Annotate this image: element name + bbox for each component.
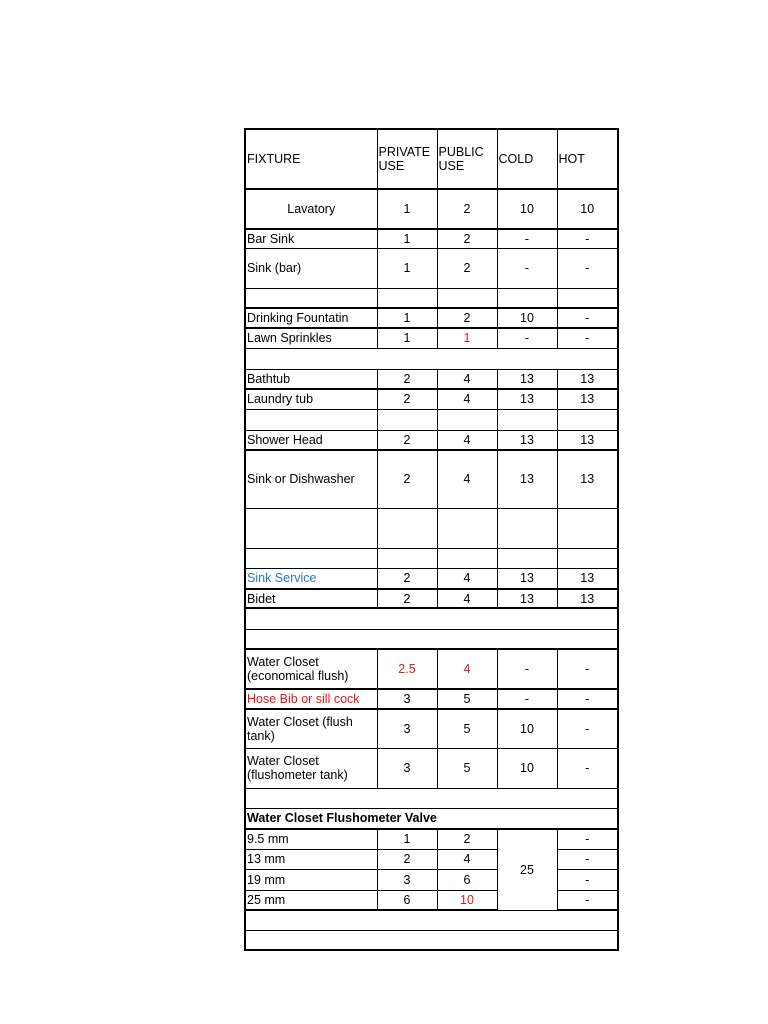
empty-row (245, 788, 618, 808)
table-row (245, 308, 618, 328)
table-row (245, 689, 618, 709)
hot-value: - (557, 328, 618, 348)
table-row (245, 849, 618, 869)
public-use-value: 4 (437, 649, 497, 689)
table-row (245, 709, 618, 748)
shared-cold-value: 25 (497, 829, 557, 910)
private-use-value: 1 (377, 308, 437, 328)
hot-value: - (557, 748, 618, 788)
hot-value: 13 (557, 430, 618, 450)
fixture-name: Bar Sink (245, 229, 377, 248)
empty-row (245, 930, 618, 950)
private-use-value: 3 (377, 748, 437, 788)
table-row (245, 869, 618, 890)
table-row (245, 369, 618, 389)
private-use-value: 2 (377, 589, 437, 608)
public-use-value: 4 (437, 389, 497, 409)
private-use-value: 1 (377, 189, 437, 229)
cold-value: 10 (497, 709, 557, 748)
public-use-value: 4 (437, 450, 497, 508)
public-use-value: 4 (437, 369, 497, 389)
private-use-value: 1 (377, 829, 437, 849)
hot-value: - (557, 869, 618, 890)
cold-value: 13 (497, 589, 557, 608)
public-use-value: 2 (437, 229, 497, 248)
cold-value: 10 (497, 748, 557, 788)
cold-value: 13 (497, 369, 557, 389)
empty-row (245, 548, 618, 568)
private-use-value: 6 (377, 890, 437, 910)
hot-value: - (557, 890, 618, 910)
table-row (245, 328, 618, 348)
hot-value: - (557, 709, 618, 748)
table-row (245, 829, 618, 849)
cold-value: - (497, 248, 557, 288)
private-use-value: 2 (377, 430, 437, 450)
fixture-name: Lawn Sprinkles (245, 328, 377, 348)
cold-value: - (497, 649, 557, 689)
table-row (245, 649, 618, 689)
private-use-value: 1 (377, 328, 437, 348)
public-use-value: 2 (437, 189, 497, 229)
hot-value: 13 (557, 389, 618, 409)
table-row (245, 589, 618, 608)
cold-value: - (497, 689, 557, 709)
table-row (245, 430, 618, 450)
public-use-value: 5 (437, 748, 497, 788)
empty-row (245, 629, 618, 649)
table-row (245, 229, 618, 248)
private-use-value: 1 (377, 248, 437, 288)
table-row (245, 568, 618, 589)
public-use-value: 2 (437, 829, 497, 849)
public-use-value: 5 (437, 709, 497, 748)
fixture-name: Drinking Fountatin (245, 308, 377, 328)
header-public-use: PUBLIC USE (437, 129, 497, 189)
valve-size: 13 mm (245, 849, 377, 869)
fixture-name: Sink Service (245, 568, 377, 589)
hot-value: 13 (557, 589, 618, 608)
table-row (245, 890, 618, 910)
table-row (245, 748, 618, 788)
valve-size: 9.5 mm (245, 829, 377, 849)
public-use-value: 2 (437, 308, 497, 328)
public-use-value: 4 (437, 430, 497, 450)
hot-value: - (557, 649, 618, 689)
hot-value: - (557, 849, 618, 869)
empty-row (245, 910, 618, 930)
empty-row (245, 508, 618, 548)
fixture-name: Lavatory (245, 189, 377, 229)
header-cold: COLD (497, 129, 557, 189)
public-use-value: 1 (437, 328, 497, 348)
cold-value: 13 (497, 450, 557, 508)
fixture-name: Sink or Dishwasher (245, 450, 377, 508)
public-use-value: 4 (437, 849, 497, 869)
public-use-value: 4 (437, 568, 497, 589)
table-row (245, 189, 618, 229)
private-use-value: 3 (377, 869, 437, 890)
cold-value: 13 (497, 568, 557, 589)
fixture-name: Hose Bib or sill cock (245, 689, 377, 709)
empty-row (245, 348, 618, 369)
public-use-value: 2 (437, 248, 497, 288)
private-use-value: 3 (377, 709, 437, 748)
fixture-name: Water Closet (economical flush) (245, 649, 377, 689)
public-use-value: 6 (437, 869, 497, 890)
private-use-value: 1 (377, 229, 437, 248)
fixture-name: Shower Head (245, 430, 377, 450)
private-use-value: 3 (377, 689, 437, 709)
hot-value: - (557, 229, 618, 248)
valve-size: 25 mm (245, 890, 377, 910)
cold-value: 13 (497, 430, 557, 450)
cold-value: 10 (497, 189, 557, 229)
header-fixture: FIXTURE (245, 129, 377, 189)
fixture-name: Water Closet (flushometer tank) (245, 748, 377, 788)
fixture-name: Water Closet (flush tank) (245, 709, 377, 748)
fixture-units-table (244, 128, 619, 951)
hot-value: 13 (557, 450, 618, 508)
private-use-value: 2 (377, 389, 437, 409)
private-use-value: 2.5 (377, 649, 437, 689)
cold-value: - (497, 229, 557, 248)
table-row (245, 450, 618, 508)
hot-value: - (557, 248, 618, 288)
cold-value: 13 (497, 389, 557, 409)
empty-row (245, 409, 618, 430)
private-use-value: 2 (377, 568, 437, 589)
public-use-value: 4 (437, 589, 497, 608)
table-row (245, 389, 618, 409)
hot-value: - (557, 689, 618, 709)
hot-value: 13 (557, 369, 618, 389)
fixture-name: Bathtub (245, 369, 377, 389)
valve-size: 19 mm (245, 869, 377, 890)
empty-row (245, 288, 618, 308)
table-row (245, 248, 618, 288)
hot-value: - (557, 308, 618, 328)
flushometer-valve-title: Water Closet Flushometer Valve (245, 808, 618, 829)
hot-value: 10 (557, 189, 618, 229)
fixture-name: Sink (bar) (245, 248, 377, 288)
section-title-row (245, 808, 618, 829)
public-use-value: 10 (437, 890, 497, 910)
empty-row (245, 608, 618, 629)
public-use-value: 5 (437, 689, 497, 709)
cold-value: - (497, 328, 557, 348)
fixture-name: Bidet (245, 589, 377, 608)
fixture-name: Laundry tub (245, 389, 377, 409)
private-use-value: 2 (377, 450, 437, 508)
hot-value: - (557, 829, 618, 849)
private-use-value: 2 (377, 369, 437, 389)
private-use-value: 2 (377, 849, 437, 869)
hot-value: 13 (557, 568, 618, 589)
header-private-use: PRIVATE USE (377, 129, 437, 189)
header-row (245, 129, 618, 189)
header-hot: HOT (557, 129, 618, 189)
cold-value: 10 (497, 308, 557, 328)
